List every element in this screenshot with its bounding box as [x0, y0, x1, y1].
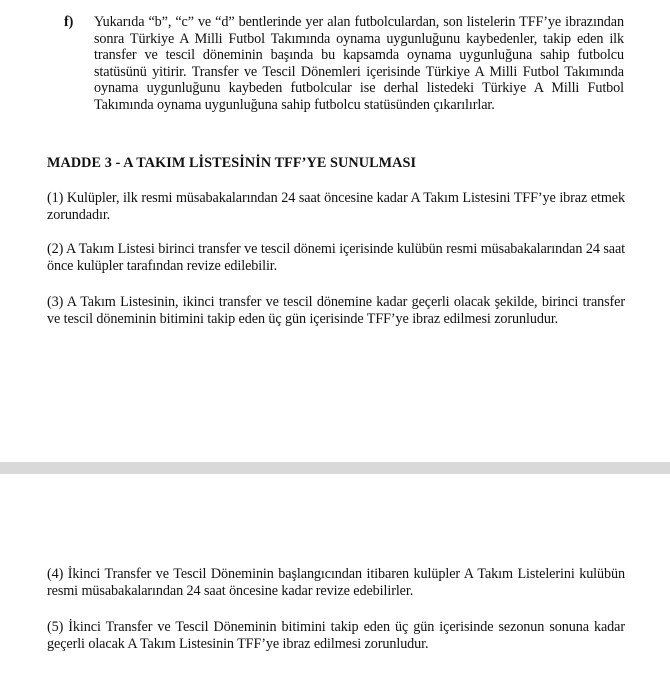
page-separator — [0, 462, 670, 474]
paragraph-5: (5) İkinci Transfer ve Tescil Döneminin bitimini takip eden üç gün içerisinde sezonun sonuna kadar geçerli olacak A Takım Listesinin TFF’ye ibraz edilmesi zorunludur. — [47, 619, 625, 652]
paragraph-2: (2) A Takım Listesi birinci transfer ve tescil dönemi içerisinde kulübün resmi müsabakalarından 24 saat önce kulüpler tarafından revize edilebilir. — [47, 241, 625, 274]
list-item-f-text: Yukarıda “b”, “c” ve “d” bentlerinde yer alan futbolculardan, son listelerin TFF’ye ibrazından sonra Türkiye A Milli Futbol Takımında oynama uygunluğunu kaybedenler, takip eden ilk transfer ve tescil döneminin başında bu kapsamda oynama uygunluğuna sahip futbolcu statüsünü yitirir. Transfer ve Tescil Dönemleri içerisinde Türkiye A Milli Futbol Takımında oynama uygunluğunu kaybeden futbolcular ise derhal listedeki Türkiye A Milli Futbol Takımında oynama uygunluğuna sahip futbolcu statüsünden çıkarılırlar. — [94, 14, 624, 113]
section-heading: MADDE 3 - A TAKIM LİSTESİNİN TFF’YE SUNULMASI — [47, 155, 417, 171]
paragraph-3: (3) A Takım Listesinin, ikinci transfer ve tescil dönemine kadar geçerli olacak şekilde, birinci transfer ve tescil döneminin bitimini takip eden üç gün içerisinde TFF’ye ibraz edilmesi zorunludur. — [47, 294, 625, 327]
paragraph-4: (4) İkinci Transfer ve Tescil Döneminin başlangıcından itibaren kulüpler A Takım Listelerini kulübün resmi müsabakalarından 24 saat öncesine kadar revize edebilirler. — [47, 566, 625, 599]
paragraph-1: (1) Kulüpler, ilk resmi müsabakalarından 24 saat öncesine kadar A Takım Listesini TFF’ye ibraz etmek zorundadır. — [47, 190, 625, 223]
list-item-f — [64, 14, 624, 114]
list-marker-f: f) — [64, 14, 74, 30]
